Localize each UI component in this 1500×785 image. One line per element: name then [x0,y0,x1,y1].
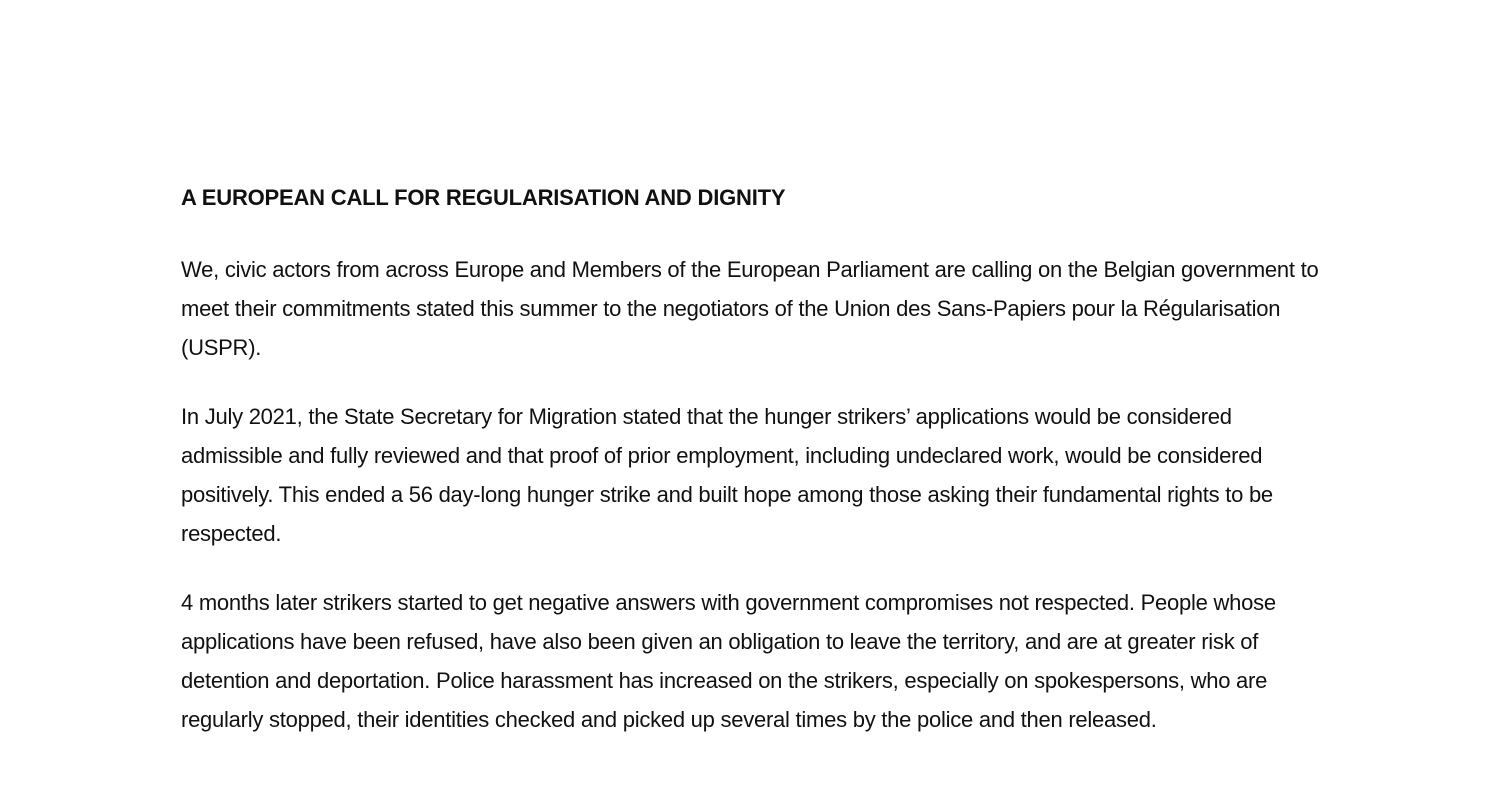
paragraph-four-months-later: 4 months later strikers started to get negative answers with government compromises not respected. People whose applications have been refused, have also been given an obligation to leave the territory, and are at greater risk of detention and deportation. Police harassment has increased on the strikers, especially on spokespersons, who are regularly stopped, their identities checked and picked up several times by the police and then released. [181,590,1276,732]
document-title: A EUROPEAN CALL FOR REGULARISATION AND DIGNITY [181,185,786,210]
paragraph-call: We, civic actors from across Europe and Members of the European Parliament are calling on the Belgian government to meet their commitments stated this summer to the negotiators of the Union des Sans-Papiers pour la Régularisation (USPR). [181,257,1319,360]
document-page [181,181,1321,769]
paragraph-july-2021: In July 2021, the State Secretary for Migration stated that the hunger strikers’ applications would be considered admissible and fully reviewed and that proof of prior employment, including undeclared work, would be considered positively. This ended a 56 day-long hunger strike and built hope among those asking their fundamental rights to be respected. [181,404,1273,546]
